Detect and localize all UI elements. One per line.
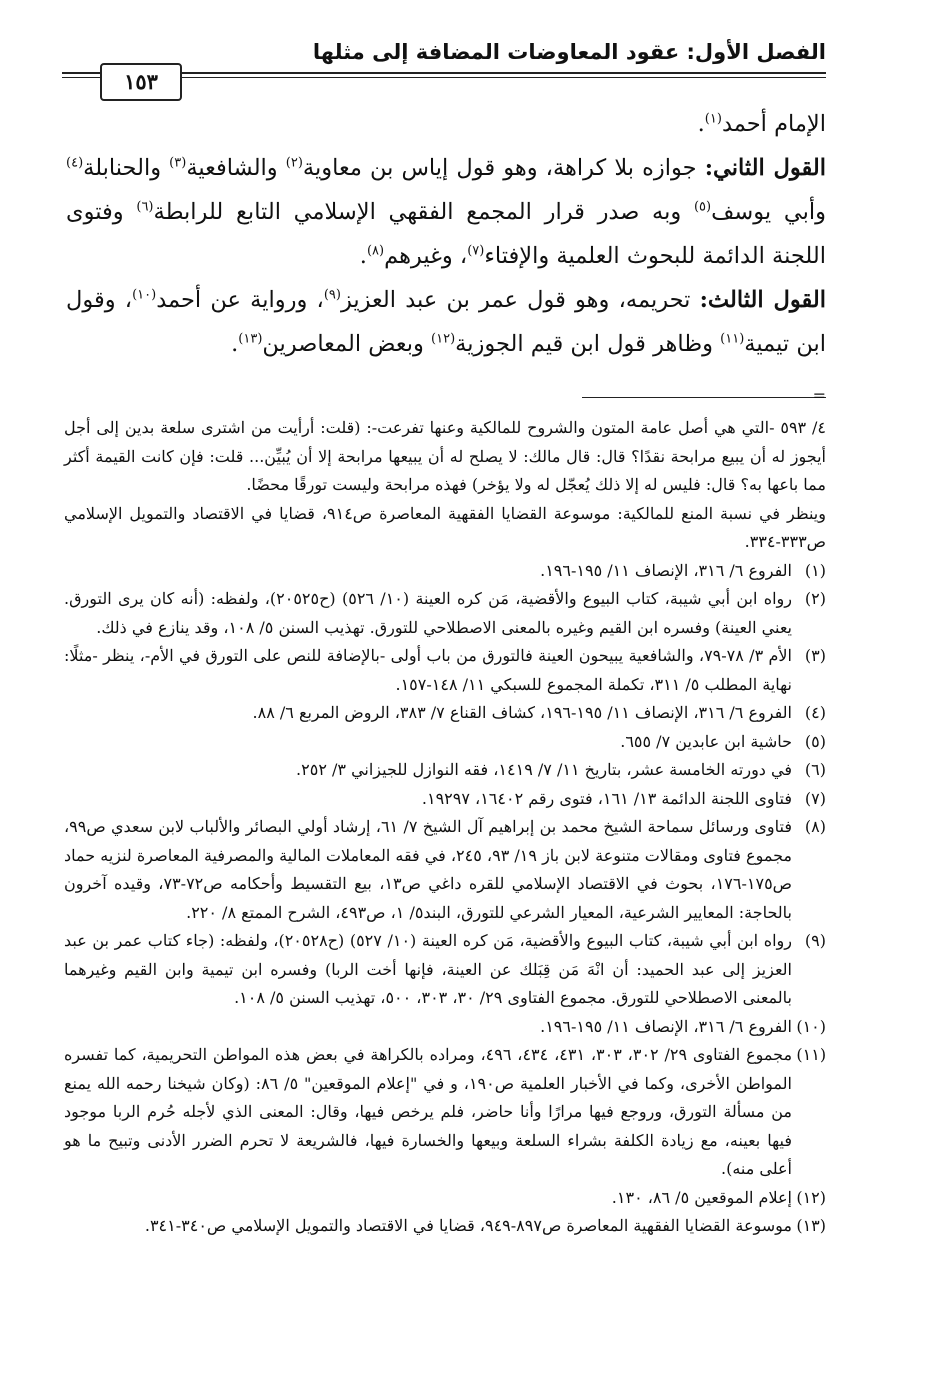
footnote-ref: (٤) [66, 155, 84, 171]
footnote-ref: (٥) [693, 199, 712, 215]
footnote-ref: (١١) [720, 331, 745, 347]
footnote-item [64, 585, 826, 642]
footnote-item [64, 1184, 826, 1213]
text-run: وظاهر قول ابن قيم الجوزية [455, 331, 721, 357]
text-run: وبه صدر قرار المجمع الفقهي الإسلامي التابع للرابطة [153, 199, 694, 225]
text-run: الإمام أحمد [721, 111, 826, 137]
text-run: والحنابلة [83, 155, 170, 181]
text-run: . [697, 111, 705, 137]
footnote-item [64, 728, 826, 757]
footnote-number: (٩) [804, 931, 826, 950]
footnote-number: (٥) [804, 731, 826, 751]
footnote-text: الأم ٣/ ٧٨-٧٩، والشافعية يبيحون العينة فالتورق من باب أولى -بالإضافة للنص على التورق في الأم-، ينظر -مثلًا: نهاية المطلب ٥/ ٣١١، تكملة المجموع للسبكي ١١/ ١٤٨-١٥٧. [64, 646, 792, 694]
paragraph-intro [66, 102, 826, 146]
text-run: وفتوى اللجنة الدائمة للبحوث العلمية والإفتاء [66, 199, 826, 269]
text-run: ، وقول ابن تيمية [66, 287, 826, 357]
footnote-number: (١١) [796, 1045, 827, 1064]
footnotes [64, 414, 826, 1241]
continuation-mark: = [812, 386, 826, 405]
text-run: ، وغيرهم [384, 243, 468, 269]
footnote-text: موسوعة القضايا الفقهية المعاصرة ص٨٩٧-٩٤٩، قضايا في الاقتصاد والتمويل الإسلامي ص٣٤٠-٣٤١. [144, 1216, 792, 1235]
footnote-number: (٧) [804, 788, 826, 808]
footnote-item [64, 813, 826, 927]
footnote-text: مجموع الفتاوى ٢٩/ ٣٠٢، ٣٠٣، ٤٣١، ٤٣٤، ٤٩٦، ومراده بالكراهة في بعض هذه المواطن التحريمية، كما تفسره المواطن الأخرى، وكما في الأخبار العلمية ص١٩٠، و في "إعلام الموقعين" ٥/ ٨٦: (وكان شيخنا رحمه الله يمنع من مسألة التورق، وروجع فيها مرارًا وأنا حاضر، فلم يرخص فيها، وقال: المعنى الذي لأجله حُرم الربا موجود فيها بعينه، مع زيادة الكلفة بشراء السلعة وبيعها والخسارة فيها، فالشريعة لا تحرم الضرر الأدنى وتبيح ما هو أعلى منه). [64, 1045, 793, 1178]
opinion-heading: القول الثالث: [699, 287, 826, 313]
main-text [66, 102, 826, 366]
text-run: وبعض المعاصرين [262, 331, 432, 357]
footnote-ref: (٢) [285, 155, 303, 171]
text-run: ، ورواية عن أحمد [156, 287, 324, 313]
footnote-number: (١٢) [796, 1187, 826, 1207]
footnote-text: فتاوى اللجنة الدائمة ١٣/ ١٦١، فتوى رقم ١٦٤٠٢، ١٩٢٩٧. [421, 788, 792, 808]
footnote-ref: (١٢) [431, 331, 456, 347]
text-run: . [359, 243, 367, 269]
footnote-ref: (٧) [467, 243, 485, 259]
footnote-item [64, 557, 826, 586]
footnote-text: الفروع ٦/ ٣١٦، الإنصاف ١١/ ١٩٥-١٩٦. [540, 560, 792, 580]
footnote-item [64, 785, 826, 814]
footnote-ref: (٣) [169, 155, 187, 171]
text-run: . [231, 331, 239, 357]
footnote-text: الفروع ٦/ ٣١٦، الإنصاف ١١/ ١٩٥-١٩٦، كشاف القناع ٧/ ٣٨٣، الروض المربع ٦/ ٨٨. [252, 703, 792, 722]
text-run: وأبي يوسف [711, 199, 826, 225]
footnote-text: رواه ابن أبي شيبة، كتاب البيوع والأقضية، مَن كره العينة (١٠/ ٥٢٦) (ح٢٠٥٢٥)، ولفظه: (أنه كان يرى التورق. يعني العينة) وفسره ابن القيم وغيره بالمعنى الاصطلاحي للتورق. تهذيب السنن ٥/ ١٠٨، وقد ينازع في ذلك. [64, 589, 792, 637]
text-run: جوازه بلا كراهة، وهو قول إياس بن معاوية [302, 155, 705, 181]
running-title: الفصل الأول: عقود المعاوضات المضافة إلى مثلها [312, 40, 826, 64]
footnote-number: (١) [804, 560, 826, 580]
footnote-number: (٣) [804, 646, 826, 665]
footnote-number: (٢) [804, 589, 826, 608]
footnote-item [64, 1041, 826, 1184]
footnote-ref: (١٣) [238, 331, 263, 347]
page-number: ١٥٣ [100, 63, 182, 101]
footnote-ref: (٩) [323, 287, 341, 303]
footnote-text: في دورته الخامسة عشر، بتاريخ ١١/ ٧/ ١٤١٩، فقه النوازل للجيزاني ٣/ ٢٥٢. [296, 760, 792, 779]
paragraph-second-opinion [66, 146, 826, 278]
footnote-continuation: وينظر في نسبة المنع للمالكية: موسوعة القضايا الفقهية المعاصرة ص٩١٤، قضايا في الاقتصاد والتمويل الإسلامي ص٣٣٣-٣٣٤. [64, 503, 826, 551]
footnote-item [64, 1013, 826, 1042]
footnote-number: (١٣) [796, 1216, 826, 1235]
footnote-item [64, 642, 826, 699]
footnote-item [64, 699, 826, 728]
footnote-ref: (٦) [136, 199, 154, 215]
opinion-heading: القول الثاني: [704, 155, 827, 181]
text-run: والشافعية [186, 155, 286, 181]
footnote-text: حاشية ابن عابدين ٧/ ٦٥٥. [620, 731, 792, 751]
footnote-number: (٦) [804, 760, 826, 779]
footnote-ref: (١٠) [132, 287, 157, 303]
footnote-text: رواه ابن أبي شيبة، كتاب البيوع والأقضية، مَن كره العينة (١٠/ ٥٢٧) (ح٢٠٥٢٨)، ولفظه: (جاء كتاب عمر بن عبد العزيز إلى عبد الحميد: أن انْهَ مَن قِبَلك عن العينة، فإنها أخت الربا) وفسره ابن تيمية وابن القيم وغيرهما بالمعنى الاصطلاحي للتورق. مجموع الفتاوى ٢٩/ ٣٠، ٣٠٣، ٥٠٠، تهذيب السنن ٥/ ١٠٨. [64, 931, 792, 1007]
footnote-item [64, 1212, 826, 1241]
footnote-separator [582, 397, 826, 398]
footnote-text: إعلام الموقعين ٥/ ٨٦، ١٣٠. [611, 1187, 792, 1207]
footnote-text: فتاوى ورسائل سماحة الشيخ محمد بن إبراهيم آل الشيخ ٧/ ٦١، إرشاد أولي البصائر والألباب لابن سعدي ص٩٩، مجموع فتاوى ومقالات متنوعة لابن باز ١٩/ ٩٣، ٢٤٥، في فقه المعاملات المالية والمصرفية المعاصرة لنزيه حماد ص١٧٥-١٧٦، بحوث في الاقتصاد الإسلامي للقره داغي ص١٣، بيع التقسيط وأحكامه ص٧٢-٧٣، وقيده آخرون بالحاجة: المعايير الشرعية، المعيار الشرعي للتورق، البند٥/ ١، ص٤٩٣، الشرح الممتع ٨/ ٢٢٠. [64, 817, 793, 922]
text-run: تحريمه، وهو قول عمر بن عبد العزيز [340, 287, 700, 313]
footnote-text: الفروع ٦/ ٣١٦، الإنصاف ١١/ ١٩٥-١٩٦. [540, 1016, 792, 1036]
footnote-number: (٤) [804, 703, 826, 722]
footnote-continuation: ٤/ ٥٩٣ -التي هي أصل عامة المتون والشروح للمالكية وعنها تفرعت-: (قلت: أرأيت من اشترى سلعة بدين إلى أجل أيجوز له أن يبيع مرابحة نقدًا؟ قال: قال مالك: لا يصلح له أن يبيعها مرابحة إلا أن يُبيِّن... قلت: فإن كانت القيمة أكثر مما باعها به؟ قال: فليس له إلا ذلك يُعجّل له ولا يؤخر) فهذه مرابحة وليست تورقًا محضًا. [64, 418, 827, 494]
footnote-ref: (٨) [366, 243, 385, 259]
footnote-item [64, 756, 826, 785]
footnote-number: (٨) [804, 817, 827, 836]
footnote-ref: (١) [704, 111, 722, 127]
paragraph-third-opinion [66, 278, 826, 366]
footnote-number: (١٠) [796, 1016, 826, 1036]
footnote-item [64, 927, 826, 1013]
